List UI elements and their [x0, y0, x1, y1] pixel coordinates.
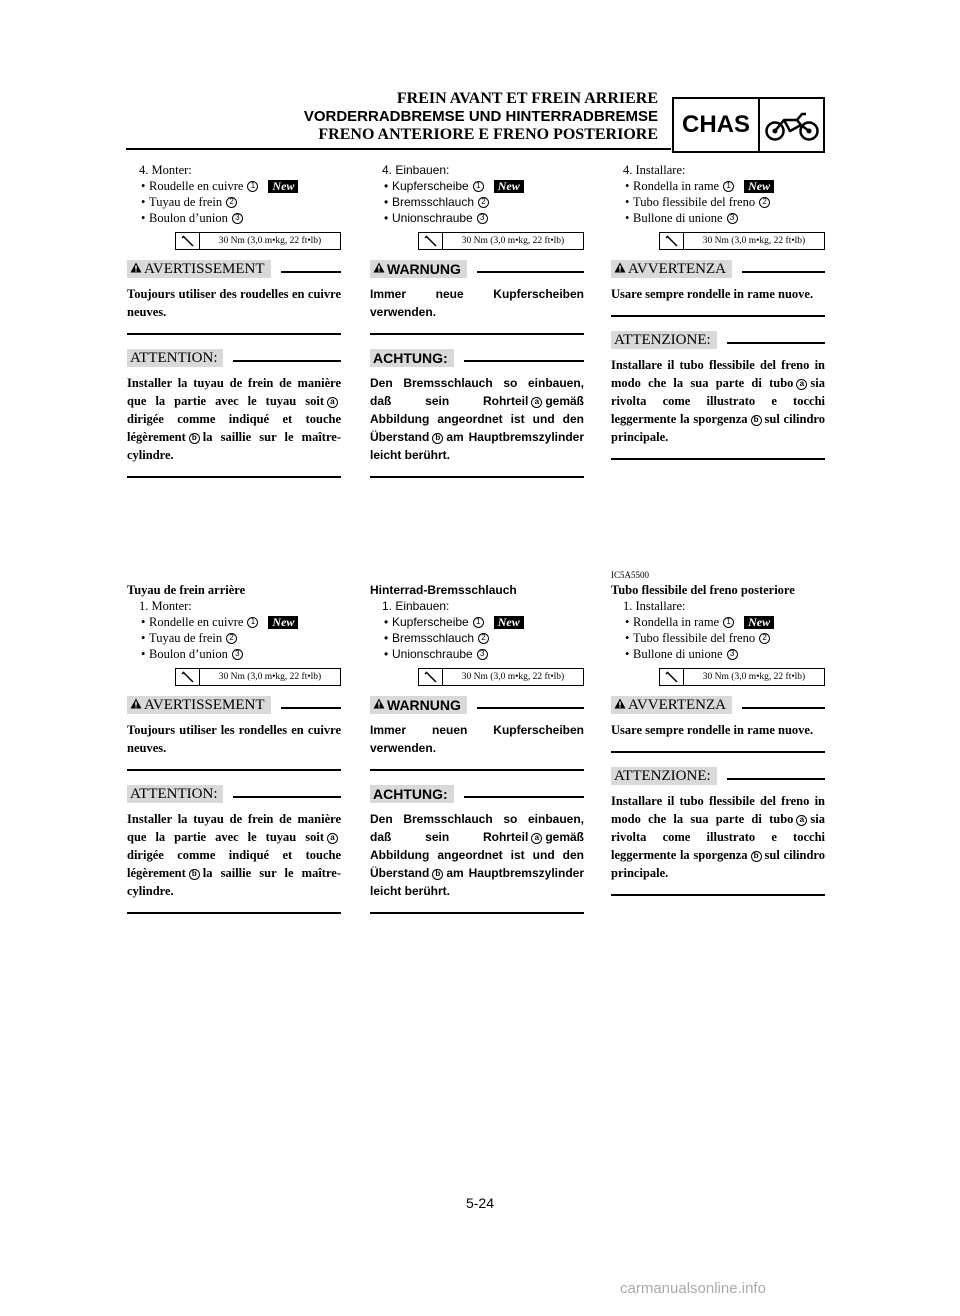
warning-triangle-icon — [614, 696, 626, 714]
wrench-icon — [176, 233, 200, 249]
list-item: • Boulon d’union 3 — [127, 646, 341, 662]
torque-spec: 30 Nm (3,0 m•kg, 22 ft•lb) — [175, 232, 341, 250]
warning-label: WARNUNG — [387, 261, 461, 277]
new-badge: New — [494, 616, 524, 629]
warning-text: Usare sempre rondelle in rame nuove. — [611, 287, 814, 301]
page-number: 5-24 — [465, 1195, 495, 1211]
caution-label: ACHTUNG: — [373, 786, 448, 802]
warning-text: Toujours utiliser des roudelles en cuivre neuves. — [127, 287, 341, 319]
warning-text: Toujours utiliser les rondelles en cuivre neuves. — [127, 723, 341, 755]
caution-notice — [370, 785, 584, 914]
new-badge: New — [744, 616, 774, 629]
header-rule — [126, 148, 671, 150]
wrench-icon — [419, 233, 443, 249]
list-item: • Unionschraube 3 — [370, 210, 584, 226]
warning-triangle-icon — [373, 696, 385, 714]
caution-label: ACHTUNG: — [373, 350, 448, 366]
caution-notice — [127, 785, 341, 914]
wrench-icon — [660, 669, 684, 685]
torque-spec: 30 Nm (3,0 m•kg, 22 ft•lb) — [659, 668, 825, 686]
header-title-it: FRENO ANTERIORE E FRENO POSTERIORE — [318, 126, 658, 143]
caution-text: Installer la tuyau de frein de manière que la partie avec le tuyau soit adirigée comme indiqué et touche légèrement b la saillie sur le maître-cylindre. — [127, 376, 341, 462]
caution-label: ATTENTION: — [130, 785, 218, 802]
section-title: Tuyau de frein arrière — [127, 583, 246, 597]
warning-triangle-icon — [614, 260, 626, 278]
list-item: • Kupferscheibe 1 New — [370, 614, 584, 630]
caution-text: Den Bremsschlauch so einbauen, daß sein Rohrteil a gemäß Abbildung angeordnet ist und den Überstand b am Hauptbremszylinder leicht berührt. — [370, 376, 584, 462]
torque-spec: 30 Nm (3,0 m•kg, 22 ft•lb) — [659, 232, 825, 250]
caution-notice — [611, 767, 825, 896]
list-item: • Boulon d’union 3 — [127, 210, 341, 226]
warning-text: Immer neuen Kupferscheiben verwenden. — [370, 723, 584, 755]
section-title: Tubo flessibile del freno posteriore — [611, 583, 795, 597]
warning-notice — [370, 260, 584, 335]
warning-triangle-icon — [130, 260, 142, 278]
warning-label: AVERTISSEMENT — [144, 696, 265, 713]
warning-notice — [370, 696, 584, 771]
new-badge: New — [494, 180, 524, 193]
caution-text: Den Bremsschlauch so einbauen, daß sein Rohrteil a gemäß Abbildung angeordnet ist und den Überstand b am Hauptbremszylinder leicht berührt. — [370, 812, 584, 898]
fr-rear-section — [127, 582, 341, 914]
warning-label: AVVERTENZA — [628, 696, 726, 713]
it-rear-section — [611, 570, 825, 896]
list-item: • Roudelle en cuivre 1 New — [127, 178, 341, 194]
list-item: • Rondella in rame 1 New — [611, 614, 825, 630]
warning-text: Immer neue Kupferscheiben verwenden. — [370, 287, 584, 319]
warning-notice — [611, 696, 825, 753]
new-badge: New — [268, 180, 298, 193]
list-item: • Tuyau de frein 2 — [127, 194, 341, 210]
header-title-de: VORDERRADBREMSE UND HINTERRADBREMSE — [303, 108, 658, 125]
header-title-fr: FREIN AVANT ET FREIN ARRIERE — [396, 90, 658, 107]
de-rear-section — [370, 582, 584, 914]
motorcycle-icon — [760, 99, 823, 151]
caution-text: Installare il tubo flessibile del freno in modo che la sua parte di tubo a sia rivolta come illustrato e tocchi leggermente la sporgenza b sul cilindro principale. — [611, 794, 825, 880]
step-title: 1. Monter: — [139, 599, 192, 613]
warning-label: AVVERTENZA — [628, 260, 726, 277]
warning-label: WARNUNG — [387, 697, 461, 713]
section-code: IC5A5500 — [611, 570, 649, 580]
list-item: • Tubo flessibile del freno 2 — [611, 194, 825, 210]
list-item: • Unionschraube 3 — [370, 646, 584, 662]
warning-text: Usare sempre rondelle in rame nuove. — [611, 723, 814, 737]
caution-text: Installare il tubo flessibile del freno in modo che la sua parte di tubo a sia rivolta come illustrato e tocchi leggermente la sporgenza b sul cilindro principale. — [611, 358, 825, 444]
list-item: • Rondella in rame 1 New — [611, 178, 825, 194]
list-item: • Bullone di unione 3 — [611, 646, 825, 662]
wrench-icon — [419, 669, 443, 685]
caution-label: ATTENZIONE: — [614, 331, 711, 348]
caution-label: ATTENTION: — [130, 349, 218, 366]
list-item: • Bremsschlauch 2 — [370, 630, 584, 646]
step-title: 4. Einbauen: — [382, 163, 450, 177]
new-badge: New — [268, 616, 298, 629]
it-front-section — [611, 162, 825, 460]
page-header — [230, 90, 658, 144]
list-item: • Rondelle en cuivre 1 New — [127, 614, 341, 630]
step-title: 4. Installare: — [623, 163, 686, 177]
torque-spec: 30 Nm (3,0 m•kg, 22 ft•lb) — [418, 668, 584, 686]
step-title: 1. Einbauen: — [382, 599, 450, 613]
section-box — [672, 97, 825, 153]
new-badge: New — [744, 180, 774, 193]
list-item: • Tuyau de frein 2 — [127, 630, 341, 646]
warning-notice — [127, 696, 341, 771]
caution-notice — [611, 331, 825, 460]
de-front-section — [370, 162, 584, 478]
step-title: 4. Monter: — [139, 163, 192, 177]
wrench-icon — [176, 669, 200, 685]
warning-triangle-icon — [130, 696, 142, 714]
warning-notice — [611, 260, 825, 317]
step-title: 1. Installare: — [623, 599, 686, 613]
warning-triangle-icon — [373, 260, 385, 278]
wrench-icon — [660, 233, 684, 249]
fr-front-section — [127, 162, 341, 478]
caution-label: ATTENZIONE: — [614, 767, 711, 784]
warning-label: AVERTISSEMENT — [144, 260, 265, 277]
caution-notice — [127, 349, 341, 478]
section-label: CHAS — [674, 99, 760, 151]
torque-spec: 30 Nm (3,0 m•kg, 22 ft•lb) — [175, 668, 341, 686]
warning-notice — [127, 260, 341, 335]
caution-text: Installer la tuyau de frein de manière que la partie avec le tuyau soit adirigée comme indiqué et touche légèrement b la saillie sur le maître-cylindre. — [127, 812, 341, 898]
caution-notice — [370, 349, 584, 478]
watermark: carmanualsonline.info — [620, 1280, 766, 1297]
list-item: • Bremsschlauch 2 — [370, 194, 584, 210]
list-item: • Bullone di unione 3 — [611, 210, 825, 226]
list-item: • Tubo flessibile del freno 2 — [611, 630, 825, 646]
section-title: Hinterrad-Bremsschlauch — [370, 583, 517, 597]
torque-spec: 30 Nm (3,0 m•kg, 22 ft•lb) — [418, 232, 584, 250]
list-item: • Kupferscheibe 1 New — [370, 178, 584, 194]
